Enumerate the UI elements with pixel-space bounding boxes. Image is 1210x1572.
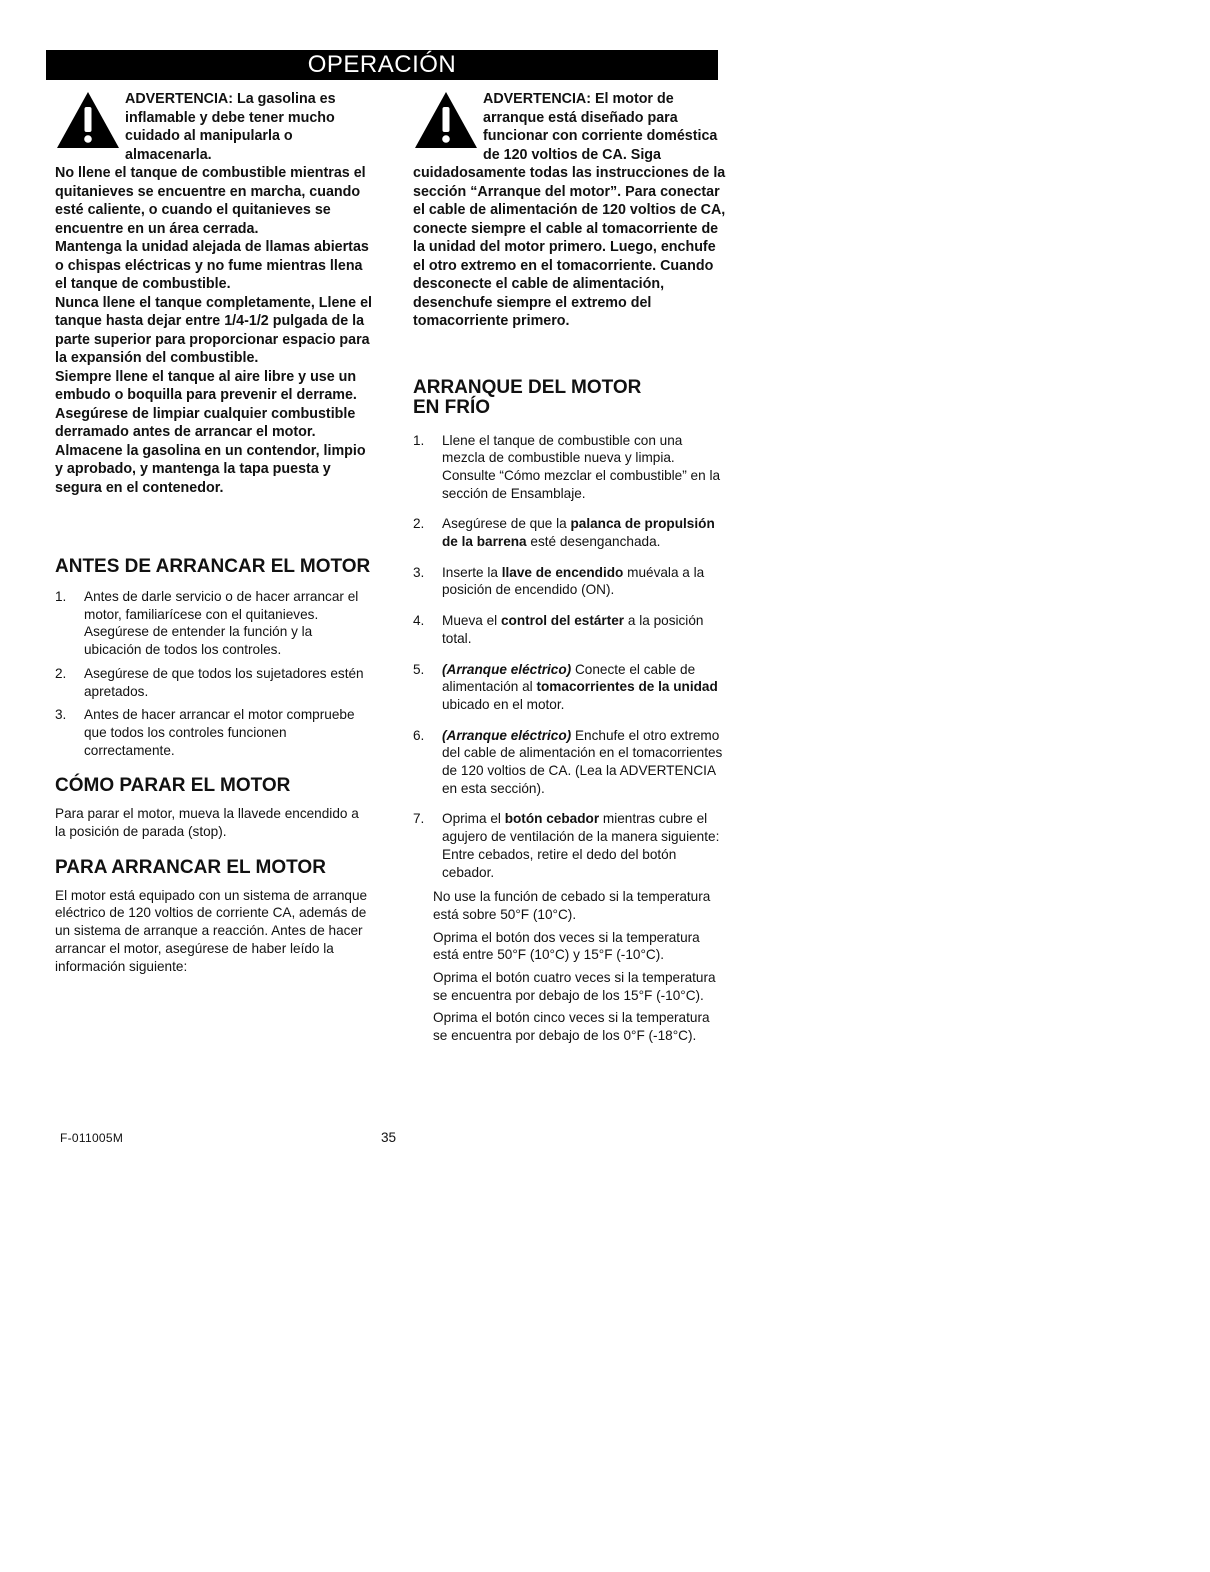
- warning-paragraph: La gasolina es inflamable y debe tener mucho cuidado al manipularla o almacenarla.: [125, 91, 336, 163]
- list-item: 6. (Arranque eléctrico) Enchufe el otro extremo del cable de alimentación en el tomacorrientes de 120 voltios de CA. (Lea la ADVERTENCIA en esta sección).: [413, 727, 723, 796]
- warning-paragraph: Asegúrese de limpiar cualquier combustible derramado antes de arrancar el motor.: [55, 405, 356, 440]
- page-number: 35: [381, 1130, 397, 1145]
- list-item: 2. Asegúrese de que la palanca de propulsión de la barrena esté desenganchada.: [413, 516, 715, 550]
- before-start-list: [55, 588, 373, 759]
- cold-start-list: [413, 432, 727, 882]
- list-item: 5. (Arranque eléctrico) Conecte el cable de alimentación al tomacorrientes de la unidad ubicado en el motor.: [413, 661, 718, 712]
- before-start-heading: ANTES DE ARRANCAR EL MOTOR: [55, 556, 371, 577]
- left-column: [55, 90, 373, 975]
- list-item: 7. Oprima el botón cebador mientras cubre el agujero de ventilación de la manera siguiente: Entre cebados, retire el dedo del botón cebador.: [413, 811, 720, 880]
- primer-note: Oprima el botón dos veces si la temperatura está entre 50°F (10°C) y 15°F (-10°C).: [433, 929, 700, 963]
- start-engine-heading: PARA ARRANCAR EL MOTOR: [55, 856, 326, 878]
- warning-paragraph: El motor de arranque está diseñado para funcionar con corriente doméstica de 120 voltios de CA. Siga cuidadosamente todas las instrucciones de la sección “Arranque del motor”. Para conectar el cable de alimentación de 120 voltios de CA, conecte siempre el cable al tomacorriente de la unidad del motor primero. Luego, enchufe el otro extremo en el tomacorriente. Cuando desconecte el cable de alimentación, desenchufe siempre el extremo del tomacorriente primero.: [413, 91, 726, 329]
- warning-triangle-icon: [413, 90, 479, 150]
- primer-note: Oprima el botón cinco veces si la temperatura se encuentra por debajo de los 0°F (-18°C).: [433, 1010, 710, 1044]
- primer-note: No use la función de cebado si la temperatura está sobre 50°F (10°C).: [433, 889, 711, 922]
- cold-start-heading: ARRANQUE DEL MOTOR EN FRÍO: [413, 376, 642, 418]
- list-item: 3. Inserte la llave de encendido muévala a la posición de encendido (ON).: [413, 564, 705, 598]
- primer-note: Oprima el botón cuatro veces si la temperatura se encuentra por debajo de los 15°F (-10°C).: [433, 970, 716, 1003]
- warning-label: ADVERTENCIA:: [125, 91, 234, 107]
- warning-paragraph: Mantenga la unidad alejada de llamas abiertas o chispas eléctricas y no fume mientras llena el tanque de combustible.: [55, 239, 369, 292]
- warning-paragraph: Siempre llene el tanque al aire libre y use un embudo o boquilla para prevenir el derrame.: [55, 368, 357, 403]
- warning-paragraph: Nunca llene el tanque completamente, Llene el tanque hasta dejar entre 1/4-1/2 pulgada de la parte superior para proporcionar espacio para la expansión del combustible.: [55, 294, 373, 366]
- list-item: 4. Mueva el control del estárter a la posición total.: [413, 613, 704, 646]
- electric-warning: [413, 90, 727, 331]
- list-item: 3. Antes de hacer arrancar el motor compruebe que todos los controles funcionen correctamente.: [55, 707, 355, 758]
- document-code: F-011005M: [60, 1131, 124, 1145]
- warning-paragraph: No llene el tanque de combustible mientras el quitanieves se encuentre en marcha, cuando esté caliente, o cuando el quitanieves se encuentre en un área cerrada.: [55, 165, 366, 237]
- start-engine-text: El motor está equipado con un sistema de arranque eléctrico de 120 voltios de corriente CA, además de un sistema de arranque a reacción. Antes de hacer arrancar el motor, asegúrese de haber leído la información siguiente:: [55, 887, 368, 974]
- gasoline-warning: [55, 90, 373, 497]
- warning-triangle-icon: [55, 90, 121, 150]
- section-header: OPERACIÓN: [46, 50, 718, 80]
- warning-label: ADVERTENCIA:: [483, 91, 592, 107]
- right-column: [413, 90, 727, 1045]
- stop-engine-heading: CÓMO PARAR EL MOTOR: [55, 775, 291, 797]
- warning-paragraph: Almacene la gasolina en un contendor, limpio y aprobado, y mantenga la tapa puesta y segura en el contenedor.: [55, 442, 366, 496]
- list-item: 1. Antes de darle servicio o de hacer arrancar el motor, familiarícese con el quitanieves. Asegúrese de entender la función y la ubicación de todos los controles.: [55, 589, 359, 658]
- stop-engine-text: Para parar el motor, mueva la llavede encendido a la posición de parada (stop).: [55, 806, 359, 840]
- list-item: 2. Asegúrese de que todos los sujetadores estén apretados.: [55, 665, 364, 699]
- list-item: 1. Llene el tanque de combustible con una mezcla de combustible nueva y limpia. Consulte “Cómo mezclar el combustible” en la sección de Ensamblaje.: [413, 432, 721, 501]
